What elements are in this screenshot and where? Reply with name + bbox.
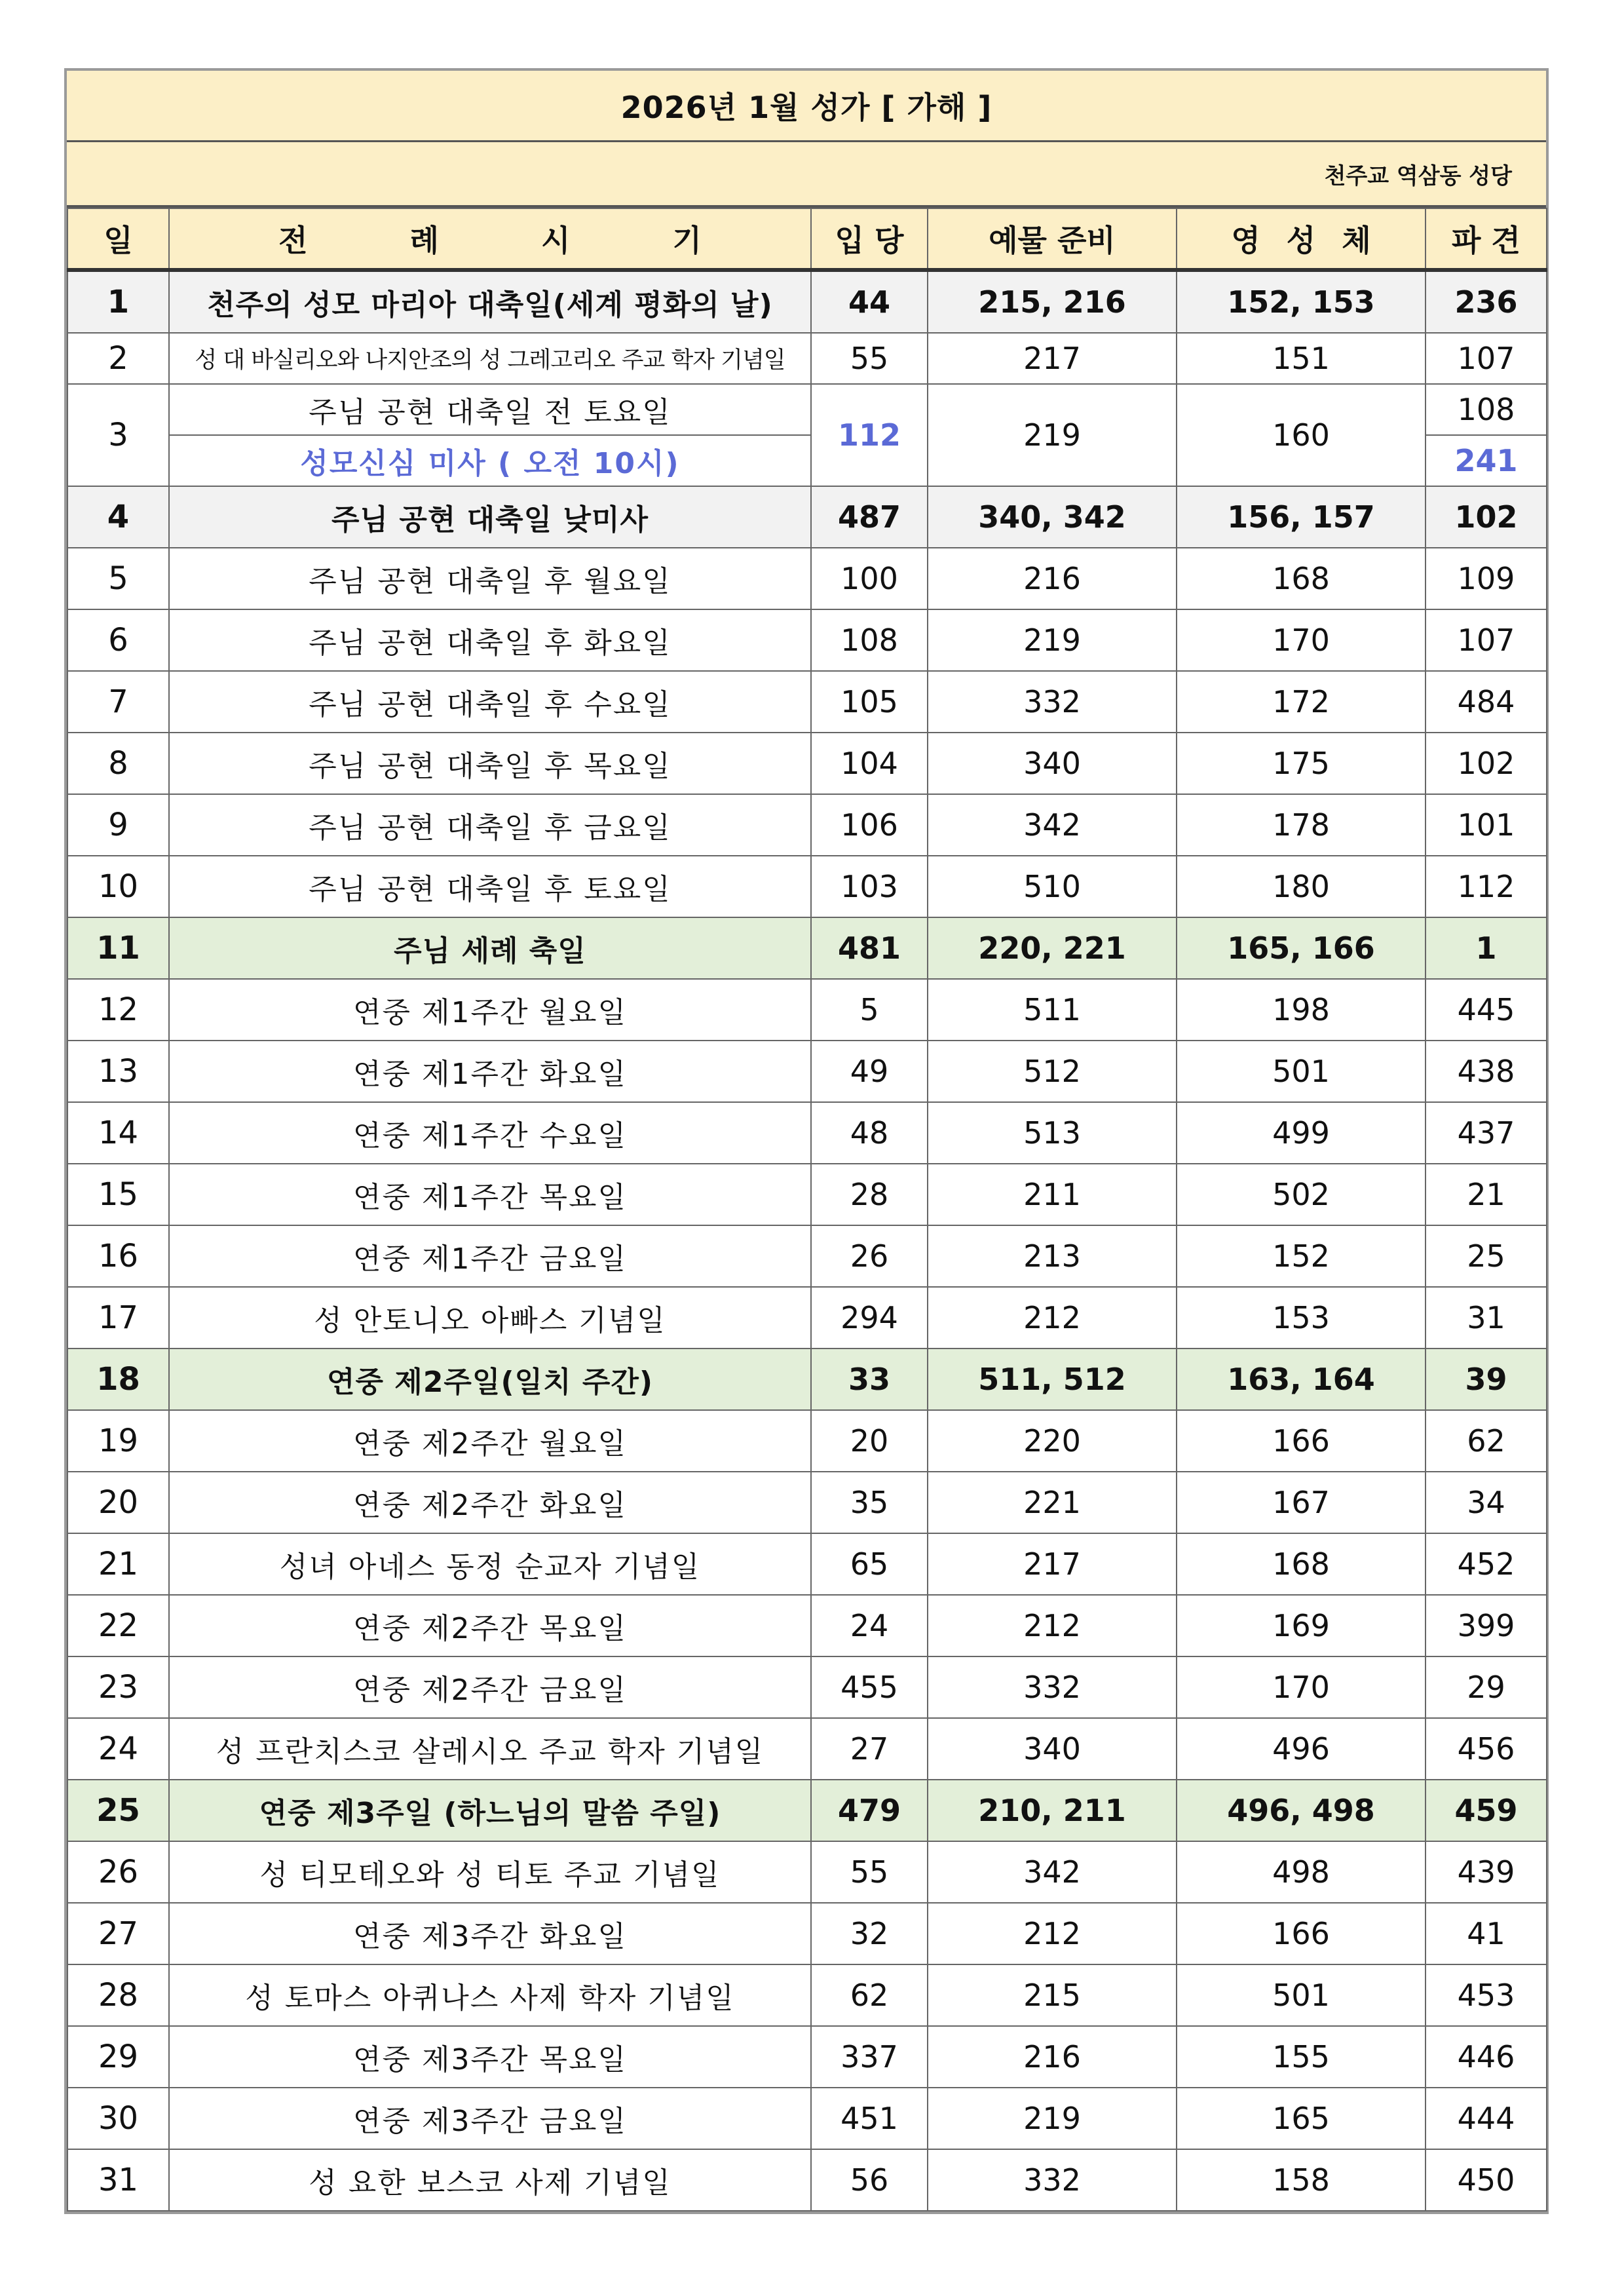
communion-cell: 160 [1177,384,1426,486]
communion-cell: 167 [1177,1472,1426,1533]
day-cell: 24 [67,1718,169,1780]
liturgy-cell: 연중 제2주간 화요일 [169,1472,811,1533]
dismissal-cell-marian-mass: 241 [1426,435,1547,486]
table-row [67,1472,1547,1533]
offertory-cell: 332 [928,1656,1177,1718]
offertory-cell: 342 [928,1841,1177,1903]
header-communion-label: 영 성 체 [1231,223,1379,258]
offertory-cell: 217 [928,1533,1177,1595]
dismissal-cell: 39 [1426,1349,1547,1410]
day-cell: 6 [67,609,169,671]
day-cell: 12 [67,979,169,1041]
liturgy-cell: 주님 공현 대축일 후 목요일 [169,733,811,794]
entrance-cell: 104 [811,733,928,794]
table-row [67,1903,1547,1964]
day-cell: 2 [67,333,169,384]
table-row [67,671,1547,733]
dismissal-cell: 453 [1426,1964,1547,2026]
dismissal-cell: 109 [1426,548,1547,609]
table-row [67,333,1547,384]
table-row [67,2149,1547,2211]
header-row [67,208,1547,270]
header-liturgy [169,208,811,270]
day-cell: 31 [67,2149,169,2211]
liturgy-cell: 연중 제1주간 수요일 [169,1102,811,1164]
communion-cell: 169 [1177,1595,1426,1656]
entrance-cell: 108 [811,609,928,671]
offertory-cell: 220 [928,1410,1177,1472]
communion-cell: 165 [1177,2088,1426,2149]
table-row [67,1410,1547,1472]
day-cell: 4 [67,486,169,548]
hymn-schedule-sheet [64,68,1549,2214]
offertory-cell: 511, 512 [928,1349,1177,1410]
entrance-cell: 103 [811,856,928,917]
offertory-cell: 340 [928,1718,1177,1780]
entrance-cell: 28 [811,1164,928,1225]
offertory-cell: 217 [928,333,1177,384]
header-day: 일 [67,208,169,270]
table-row [67,1041,1547,1102]
day-cell: 10 [67,856,169,917]
table-row [67,794,1547,856]
liturgy-cell: 연중 제1주간 월요일 [169,979,811,1041]
offertory-cell: 340, 342 [928,486,1177,548]
entrance-cell: 481 [811,917,928,979]
liturgy-cell: 연중 제1주간 금요일 [169,1225,811,1287]
communion-cell: 165, 166 [1177,917,1426,979]
communion-cell: 163, 164 [1177,1349,1426,1410]
offertory-cell: 220, 221 [928,917,1177,979]
communion-cell: 166 [1177,1410,1426,1472]
liturgy-cell: 성녀 아네스 동정 순교자 기념일 [169,1533,811,1595]
dismissal-cell: 444 [1426,2088,1547,2149]
table-row [67,384,1547,435]
table-row [67,1595,1547,1656]
day-cell: 29 [67,2026,169,2088]
dismissal-cell: 112 [1426,856,1547,917]
liturgy-cell: 연중 제2주간 목요일 [169,1595,811,1656]
day-cell: 11 [67,917,169,979]
communion-cell: 156, 157 [1177,486,1426,548]
communion-cell: 152 [1177,1225,1426,1287]
entrance-cell: 294 [811,1287,928,1349]
offertory-cell: 342 [928,794,1177,856]
entrance-cell: 35 [811,1472,928,1533]
table-row [67,733,1547,794]
day-cell: 28 [67,1964,169,2026]
dismissal-cell: 102 [1426,486,1547,548]
entrance-cell: 56 [811,2149,928,2211]
day-cell: 9 [67,794,169,856]
dismissal-cell: 1 [1426,917,1547,979]
liturgy-cell: 연중 제2주간 월요일 [169,1410,811,1472]
dismissal-cell: 25 [1426,1225,1547,1287]
dismissal-cell: 101 [1426,794,1547,856]
liturgy-cell: 주님 공현 대축일 후 수요일 [169,671,811,733]
table-row [67,1533,1547,1595]
table-row [67,548,1547,609]
entrance-cell: 5 [811,979,928,1041]
communion-cell: 151 [1177,333,1426,384]
dismissal-cell: 108 [1426,384,1547,435]
table-row [67,979,1547,1041]
day-cell: 8 [67,733,169,794]
communion-cell: 501 [1177,1041,1426,1102]
offertory-cell: 332 [928,2149,1177,2211]
day-cell: 27 [67,1903,169,1964]
dismissal-cell: 450 [1426,2149,1547,2211]
dismissal-cell: 439 [1426,1841,1547,1903]
offertory-cell: 215, 216 [928,270,1177,333]
liturgy-cell: 천주의 성모 마리아 대축일(세계 평화의 날) [169,270,811,333]
offertory-cell: 219 [928,384,1177,486]
offertory-cell: 511 [928,979,1177,1041]
communion-cell: 166 [1177,1903,1426,1964]
header-entrance: 입 당 [811,208,928,270]
offertory-cell: 221 [928,1472,1177,1533]
communion-cell: 152, 153 [1177,270,1426,333]
table-row [67,1656,1547,1718]
day-cell: 3 [67,384,169,486]
dismissal-cell: 29 [1426,1656,1547,1718]
table-row [67,1718,1547,1780]
day-cell: 1 [67,270,169,333]
entrance-cell: 27 [811,1718,928,1780]
day-cell: 21 [67,1533,169,1595]
table-row [67,2088,1547,2149]
table-row [67,270,1547,333]
day-cell: 26 [67,1841,169,1903]
offertory-cell: 212 [928,1903,1177,1964]
communion-cell: 496 [1177,1718,1426,1780]
offertory-cell: 513 [928,1102,1177,1164]
entrance-cell: 49 [811,1041,928,1102]
offertory-cell: 219 [928,2088,1177,2149]
entrance-cell: 337 [811,2026,928,2088]
entrance-cell: 451 [811,2088,928,2149]
header-dismissal: 파 견 [1426,208,1547,270]
liturgy-cell: 연중 제2주간 금요일 [169,1656,811,1718]
day-cell: 20 [67,1472,169,1533]
parish-name: 천주교 역삼동 성당 [67,142,1546,208]
liturgy-cell: 연중 제3주간 화요일 [169,1903,811,1964]
day-cell: 7 [67,671,169,733]
liturgy-cell: 주님 공현 대축일 전 토요일 [169,384,811,435]
liturgy-cell: 성 안토니오 아빠스 기념일 [169,1287,811,1349]
entrance-cell: 32 [811,1903,928,1964]
liturgy-cell: 연중 제3주간 금요일 [169,2088,811,2149]
day-cell: 15 [67,1164,169,1225]
entrance-cell: 65 [811,1533,928,1595]
schedule-table [67,208,1547,2211]
offertory-cell: 219 [928,609,1177,671]
day-cell: 18 [67,1349,169,1410]
entrance-cell: 479 [811,1780,928,1841]
communion-cell: 170 [1177,609,1426,671]
dismissal-cell: 437 [1426,1102,1547,1164]
dismissal-cell: 41 [1426,1903,1547,1964]
table-row [67,1964,1547,2026]
entrance-cell: 55 [811,1841,928,1903]
communion-cell: 180 [1177,856,1426,917]
liturgy-cell: 성 요한 보스코 사제 기념일 [169,2149,811,2211]
table-row [67,486,1547,548]
liturgy-cell: 주님 공현 대축일 후 화요일 [169,609,811,671]
entrance-cell: 106 [811,794,928,856]
entrance-cell: 55 [811,333,928,384]
dismissal-cell: 445 [1426,979,1547,1041]
table-row [67,856,1547,917]
entrance-cell: 33 [811,1349,928,1410]
liturgy-cell: 연중 제1주간 목요일 [169,1164,811,1225]
offertory-cell: 211 [928,1164,1177,1225]
dismissal-cell: 107 [1426,333,1547,384]
dismissal-cell: 107 [1426,609,1547,671]
day-cell: 16 [67,1225,169,1287]
entrance-cell: 44 [811,270,928,333]
table-row [67,2026,1547,2088]
offertory-cell: 510 [928,856,1177,917]
offertory-cell: 215 [928,1964,1177,2026]
page-title: 2026년 1월 성가 [ 가해 ] [67,71,1546,142]
table-row [67,609,1547,671]
day-cell: 14 [67,1102,169,1164]
liturgy-cell: 성 프란치스코 살레시오 주교 학자 기념일 [169,1718,811,1780]
dismissal-cell: 34 [1426,1472,1547,1533]
communion-cell: 158 [1177,2149,1426,2211]
header-liturgy-label: 전 례 시 기 [278,223,747,258]
communion-cell: 498 [1177,1841,1426,1903]
day-cell: 30 [67,2088,169,2149]
communion-cell: 198 [1177,979,1426,1041]
table-row [67,1164,1547,1225]
dismissal-cell: 446 [1426,2026,1547,2088]
liturgy-cell: 연중 제3주간 목요일 [169,2026,811,2088]
communion-cell: 496, 498 [1177,1780,1426,1841]
header-communion [1177,208,1426,270]
liturgy-cell: 주님 공현 대축일 후 토요일 [169,856,811,917]
offertory-cell: 213 [928,1225,1177,1287]
table-row [67,1287,1547,1349]
offertory-cell: 512 [928,1041,1177,1102]
table-row [67,917,1547,979]
communion-cell: 168 [1177,1533,1426,1595]
communion-cell: 153 [1177,1287,1426,1349]
dismissal-cell: 236 [1426,270,1547,333]
dismissal-cell: 456 [1426,1718,1547,1780]
table-row [67,1841,1547,1903]
communion-cell: 501 [1177,1964,1426,2026]
entrance-cell: 112 [811,384,928,486]
communion-cell: 172 [1177,671,1426,733]
dismissal-cell: 484 [1426,671,1547,733]
table-row [67,1349,1547,1410]
entrance-cell: 100 [811,548,928,609]
day-cell: 22 [67,1595,169,1656]
liturgy-cell: 성 토마스 아퀴나스 사제 학자 기념일 [169,1964,811,2026]
table-row [67,1225,1547,1287]
liturgy-cell: 성 대 바실리오와 나지안조의 성 그레고리오 주교 학자 기념일 [169,333,811,384]
table-row [67,1780,1547,1841]
entrance-cell: 487 [811,486,928,548]
communion-cell: 168 [1177,548,1426,609]
liturgy-cell: 연중 제1주간 화요일 [169,1041,811,1102]
table-row [67,1102,1547,1164]
day-cell: 5 [67,548,169,609]
entrance-cell: 48 [811,1102,928,1164]
communion-cell: 175 [1177,733,1426,794]
liturgy-cell: 주님 공현 대축일 후 월요일 [169,548,811,609]
day-cell: 13 [67,1041,169,1102]
liturgy-cell: 주님 세례 축일 [169,917,811,979]
offertory-cell: 212 [928,1287,1177,1349]
dismissal-cell: 438 [1426,1041,1547,1102]
offertory-cell: 216 [928,2026,1177,2088]
entrance-cell: 62 [811,1964,928,2026]
day-cell: 25 [67,1780,169,1841]
offertory-cell: 216 [928,548,1177,609]
entrance-cell: 26 [811,1225,928,1287]
offertory-cell: 210, 211 [928,1780,1177,1841]
communion-cell: 170 [1177,1656,1426,1718]
dismissal-cell: 21 [1426,1164,1547,1225]
liturgy-cell: 연중 제3주일 (하느님의 말씀 주일) [169,1780,811,1841]
dismissal-cell: 399 [1426,1595,1547,1656]
day-cell: 19 [67,1410,169,1472]
header-offertory: 예물 준비 [928,208,1177,270]
entrance-cell: 455 [811,1656,928,1718]
liturgy-cell: 연중 제2주일(일치 주간) [169,1349,811,1410]
dismissal-cell: 102 [1426,733,1547,794]
dismissal-cell: 62 [1426,1410,1547,1472]
communion-cell: 499 [1177,1102,1426,1164]
dismissal-cell: 452 [1426,1533,1547,1595]
day-cell: 23 [67,1656,169,1718]
liturgy-cell-marian-mass: 성모신심 미사 ( 오전 10시) [169,435,811,486]
entrance-cell: 105 [811,671,928,733]
dismissal-cell: 459 [1426,1780,1547,1841]
day-cell: 17 [67,1287,169,1349]
liturgy-cell: 주님 공현 대축일 후 금요일 [169,794,811,856]
offertory-cell: 340 [928,733,1177,794]
communion-cell: 178 [1177,794,1426,856]
liturgy-cell: 주님 공현 대축일 낮미사 [169,486,811,548]
liturgy-cell: 성 티모테오와 성 티토 주교 기념일 [169,1841,811,1903]
communion-cell: 502 [1177,1164,1426,1225]
entrance-cell: 20 [811,1410,928,1472]
dismissal-cell: 31 [1426,1287,1547,1349]
entrance-cell: 24 [811,1595,928,1656]
offertory-cell: 332 [928,671,1177,733]
communion-cell: 155 [1177,2026,1426,2088]
offertory-cell: 212 [928,1595,1177,1656]
